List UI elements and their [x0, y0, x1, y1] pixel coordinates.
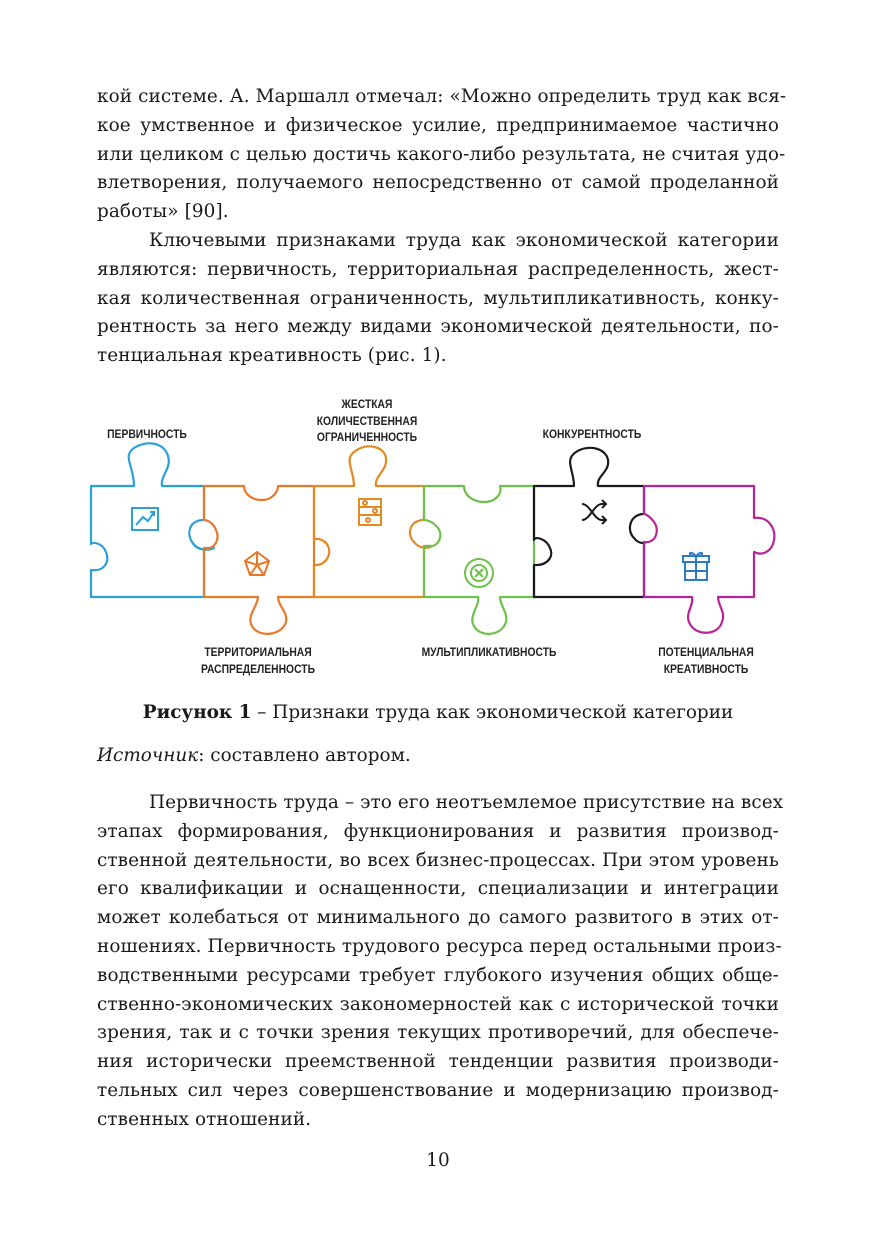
- text-line: работы» [90].: [97, 201, 229, 223]
- text-line: ственных отношений.: [97, 1108, 312, 1130]
- puzzle-piece-territorial: [204, 486, 314, 634]
- text-line: тенциальная креативность (рис. 1).: [97, 345, 447, 367]
- text-line: этапах формирования, функционирования и развития производ-: [97, 820, 779, 842]
- chart-icon: [132, 508, 158, 530]
- label-primacy: ПЕРВИЧНОСТЬ: [107, 427, 187, 441]
- paragraph-3: [97, 789, 784, 1135]
- paragraph-2: [97, 227, 779, 371]
- puzzle-piece-primacy: [91, 443, 214, 597]
- text-line: ношениях. Первичность трудового ресурса перед остальными произ-: [97, 935, 782, 957]
- label-creativity: ПОТЕНЦИАЛЬНАЯ КРЕАТИВНОСТЬ: [658, 645, 754, 676]
- text-line: тельных сил через совершенствование и модернизацию производ-: [97, 1079, 779, 1101]
- source-text: : составлено автором.: [198, 745, 411, 766]
- text-line: Ключевыми признаками труда как экономической категории: [149, 230, 779, 251]
- puzzle-piece-rigid: [314, 446, 432, 597]
- text-line: влетворения, получаемого непосредственно от самой проделанной: [97, 172, 779, 194]
- multiply-circle-icon: [465, 559, 493, 587]
- text-line: зрения, так и с точки зрения текущих противоречий, для обеспече-: [97, 1022, 779, 1044]
- figure-source: [97, 743, 411, 769]
- source-label: Источник: [97, 745, 199, 766]
- pentagon-web-icon: [245, 552, 269, 575]
- shuffle-icon: [582, 500, 606, 524]
- abacus-icon: [359, 499, 381, 525]
- text-line: рентность за него между видами экономической деятельности, по-: [97, 316, 779, 338]
- text-line: кое умственное и физическое усилие, предпринимаемое частично: [97, 114, 779, 136]
- text-line: ственной деятельности, во всех бизнес-процессах. При этом уровень: [97, 849, 779, 871]
- text-line: ственно-экономических закономерностей как с исторической точки: [97, 993, 779, 1015]
- text-line: водственными ресурсами требует глубокого изучения общих обще-: [97, 964, 779, 986]
- puzzle-figure: [82, 390, 802, 685]
- label-multiplicativity: МУЛЬТИПЛИКАТИВНОСТЬ: [421, 645, 557, 659]
- text-line: являются: первичность, территориальная распределенность, жест-: [97, 258, 779, 280]
- text-line: может колебаться от минимального до самого развитого в этих от-: [97, 907, 779, 929]
- text-line: его квалификации и оснащенности, специализации и интеграции: [97, 878, 779, 900]
- label-competitiveness: КОНКУРЕНТНОСТЬ: [542, 427, 642, 441]
- text-line: кой системе. А. Маршалл отмечал: «Можно определить труд как вся-: [97, 86, 787, 107]
- text-line: Первичность труда – это его неотъемлемое присутствие на всех: [149, 792, 784, 813]
- text-line: кая количественная ограниченность, мультипликативность, конку-: [97, 287, 779, 309]
- page-number: 10: [426, 1150, 450, 1171]
- puzzle-piece-competitiveness: [534, 448, 645, 597]
- figure-caption: [97, 700, 779, 726]
- gift-icon: [683, 553, 709, 580]
- label-rigid-limitation: ЖЕСТКАЯ КОЛИЧЕСТВЕННАЯ ОГРАНИЧЕННОСТЬ: [316, 397, 418, 444]
- text-line: ния исторически преемственной тенденции развития производи-: [97, 1051, 779, 1073]
- caption-text: – Признаки труда как экономической категории: [251, 702, 734, 723]
- label-territorial: ТЕРРИТОРИАЛЬНАЯ РАСПРЕДЕЛЕННОСТЬ: [200, 645, 316, 676]
- paragraph-1: [97, 83, 787, 227]
- caption-label: Рисунок 1: [142, 702, 252, 723]
- text-line: или целиком с целью достичь какого-либо результата, не считая удо-: [97, 143, 786, 165]
